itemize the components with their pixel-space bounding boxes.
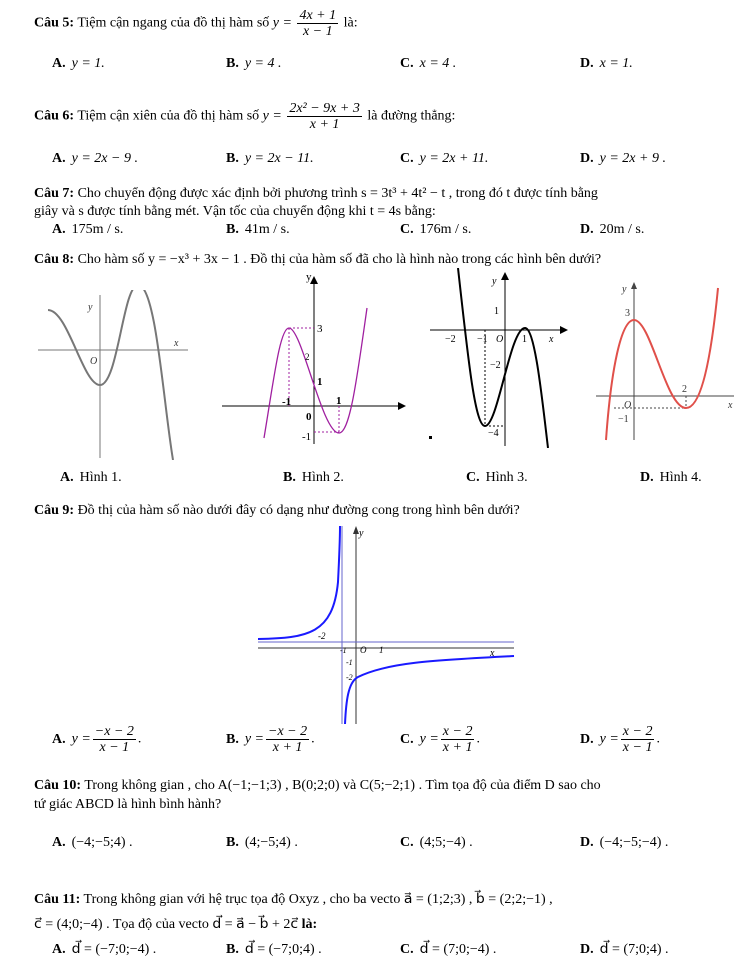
- q10-label: Câu 10:: [34, 778, 82, 793]
- g4-tick-m1: −1: [618, 414, 629, 425]
- q10-option-d[interactable]: D. (−4;−5;−4) .: [580, 835, 669, 850]
- q10-stem-line2: tứ giác ABCD là hình bình hành?: [34, 797, 222, 812]
- q6-option-a[interactable]: A. y = 2x − 9 .: [52, 151, 138, 166]
- q6-option-b[interactable]: B. y = 2x − 11.: [226, 151, 314, 166]
- q8-graph-1: [38, 290, 188, 460]
- g2-tick-3: 3: [317, 323, 323, 335]
- g2-tick-2: 2: [305, 352, 310, 362]
- g3-origin: O: [496, 334, 504, 345]
- g3-tick-1: 1: [494, 306, 499, 317]
- q8-graph-2: [222, 268, 407, 448]
- q9-tick-m1y: -1: [346, 658, 353, 667]
- q5-lhs: y =: [272, 15, 292, 31]
- g2-tick-1x: 1: [336, 395, 342, 407]
- q7-option-c[interactable]: C. 176m / s.: [400, 222, 472, 237]
- q8-text: Cho hàm số y = −x³ + 3x − 1 . Đồ thị của hàm số đã cho là hình nào trong các hình bên dưới?: [77, 252, 602, 267]
- q5-option-d[interactable]: D. x = 1.: [580, 56, 633, 71]
- g2-x-arrow: [398, 402, 406, 410]
- q9-option-a[interactable]: A. y = $\frac{-x - 2}{x - 1}$ .: [52, 724, 142, 755]
- q8-option-c[interactable]: C. Hình 3.: [466, 470, 528, 485]
- g2-tick-m1x: -1: [282, 396, 292, 408]
- q7-option-a[interactable]: A. 175m / s.: [52, 222, 124, 237]
- q11-option-b[interactable]: B. d⃗ = (−7;0;4) .: [226, 942, 322, 957]
- q11-label: Câu 11:: [34, 892, 81, 907]
- q11-text-line2-end: là:: [301, 917, 318, 932]
- q9-text: Đồ thị của hàm số nào dưới đây có dạng như đường cong trong hình bên dưới?: [77, 503, 520, 518]
- q5-text-after: là:: [343, 15, 358, 31]
- q9-option-b[interactable]: B. y = $\frac{-x - 2}{x + 1}$ .: [226, 724, 315, 755]
- q5-text: Tiệm cận ngang của đồ thị hàm số: [77, 15, 270, 31]
- q7-label: Câu 7:: [34, 186, 75, 201]
- q9-x-label: x: [490, 648, 495, 659]
- g3-curve: [458, 268, 548, 448]
- q9-tick-m1x: -1: [340, 646, 347, 655]
- q6-fraction: [287, 101, 362, 132]
- q9-option-d[interactable]: D. y = $\frac{x - 2}{x - 1}$ .: [580, 724, 660, 755]
- g4-x-label: x: [728, 400, 733, 411]
- g4-origin: O: [624, 400, 632, 411]
- q6-frac-num: 2x² − 9x + 3: [289, 101, 360, 116]
- q7-text-line1: Cho chuyển động được xác định bởi phương trình s = 3t³ + 4t² − t , trong đó t được tính bằng: [77, 186, 598, 201]
- g3-tick-m1x: −1: [477, 334, 488, 345]
- g1-x-label: x: [174, 338, 179, 349]
- q8-stem: [34, 252, 601, 268]
- q8-graph-3: [430, 268, 570, 448]
- g4-tick-3: 3: [625, 308, 630, 319]
- q5-label: Câu 5:: [34, 15, 75, 31]
- q8-graph-4: [596, 280, 746, 445]
- g4-y-label: y: [622, 284, 627, 295]
- q8-option-a[interactable]: A. Hình 1.: [60, 470, 122, 485]
- g3-tick-m2x: −2: [445, 334, 456, 345]
- q6-frac-den: x + 1: [309, 117, 340, 132]
- g2-tick-1: 1: [317, 376, 323, 388]
- q5-stem: [34, 8, 358, 39]
- g4-tick-2x: 2: [682, 384, 687, 395]
- q5-option-c[interactable]: C. x = 4 .: [400, 56, 457, 71]
- q9-curve-right: [345, 656, 514, 724]
- g3-tick-1x: 1: [522, 334, 527, 345]
- q11-option-d[interactable]: D. d⃗ = (7;0;4) .: [580, 942, 669, 957]
- q6-text-after: là đường thẳng:: [367, 108, 456, 124]
- g3-tick-m4: −4: [488, 428, 499, 439]
- q9-label: Câu 9:: [34, 503, 75, 518]
- q10-option-a[interactable]: A. (−4;−5;4) .: [52, 835, 133, 850]
- q8-label: Câu 8:: [34, 252, 75, 267]
- q6-option-c[interactable]: C. y = 2x + 11.: [400, 151, 489, 166]
- q10-text-line1: Trong không gian , cho A(−1;−1;3) , B(0;2;0) và C(5;−2;1) . Tìm tọa độ của điểm D sao cho: [84, 778, 601, 793]
- q8-dot: [429, 436, 432, 439]
- q9-tick-m2y: -2: [346, 673, 353, 682]
- q9-option-c[interactable]: C. y = $\frac{x - 2}{x + 1}$ .: [400, 724, 480, 755]
- g3-tick-m2: −2: [490, 360, 501, 371]
- q6-text: Tiệm cận xiên của đồ thị hàm số: [77, 108, 260, 124]
- q11-text-line2: c⃗ = (4;0;−4) . Tọa độ của vecto d⃗ = a⃗ − b⃗ + 2c⃗: [34, 917, 302, 932]
- q10-option-b[interactable]: B. (4;−5;4) .: [226, 835, 298, 850]
- g1-y-label: y: [88, 302, 93, 313]
- q10-option-c[interactable]: C. (4;5;−4) .: [400, 835, 473, 850]
- q5-frac-den: x − 1: [302, 24, 333, 39]
- q6-label: Câu 6:: [34, 108, 75, 124]
- q8-option-b[interactable]: B. Hình 2.: [283, 470, 344, 485]
- q9-stem: [34, 503, 520, 519]
- q9-curve-left: [258, 526, 340, 639]
- g4-y-arrow: [631, 282, 637, 289]
- q9-graph: [258, 522, 518, 724]
- q9-tick-m2a: -2: [318, 631, 326, 641]
- q10-stem-line1: [34, 778, 601, 794]
- q7-option-d[interactable]: D. 20m / s.: [580, 222, 645, 237]
- q6-lhs: y =: [262, 108, 282, 124]
- g3-y-arrow: [501, 272, 509, 280]
- q7-stem-line1: [34, 186, 598, 202]
- q6-option-d[interactable]: D. y = 2x + 9 .: [580, 151, 666, 166]
- q5-option-a[interactable]: A. y = 1.: [52, 56, 105, 71]
- g2-y-label: y: [306, 271, 312, 283]
- q11-option-a[interactable]: A. d⃗ = (−7;0;−4) .: [52, 942, 157, 957]
- q9-origin: O: [360, 645, 367, 655]
- q11-stem-line1: [34, 891, 553, 908]
- g3-y-label: y: [492, 276, 497, 287]
- q11-text-line1: Trong không gian với hệ trục tọa độ Oxyz , cho ba vecto a⃗ = (1;2;3) , b⃗ = (2;2;−1) ,: [83, 892, 553, 907]
- g3-x-arrow: [560, 326, 568, 334]
- q5-frac-num: 4x + 1: [299, 8, 337, 23]
- q7-stem-line2: giây và s được tính bằng mét. Vận tốc của chuyển động khi t = 4s bằng:: [34, 204, 436, 219]
- q6-stem: [34, 101, 455, 132]
- q5-option-b[interactable]: B. y = 4 .: [226, 56, 282, 71]
- q9-y-label: y: [359, 528, 364, 539]
- q9-tick-1x: 1: [379, 645, 384, 655]
- q11-option-c[interactable]: C. d⃗ = (7;0;−4) .: [400, 942, 497, 957]
- g2-tick-m1: -1: [302, 431, 312, 443]
- g1-origin: O: [90, 356, 98, 367]
- q5-fraction: [297, 8, 338, 39]
- q11-stem-line2: [34, 916, 317, 933]
- g2-origin: 0: [306, 411, 312, 423]
- g1-curve: [48, 290, 173, 460]
- q8-option-d[interactable]: D. Hình 4.: [640, 470, 702, 485]
- g2-curve: [264, 308, 367, 438]
- q7-option-b[interactable]: B. 41m / s.: [226, 222, 290, 237]
- g3-x-label: x: [549, 334, 554, 345]
